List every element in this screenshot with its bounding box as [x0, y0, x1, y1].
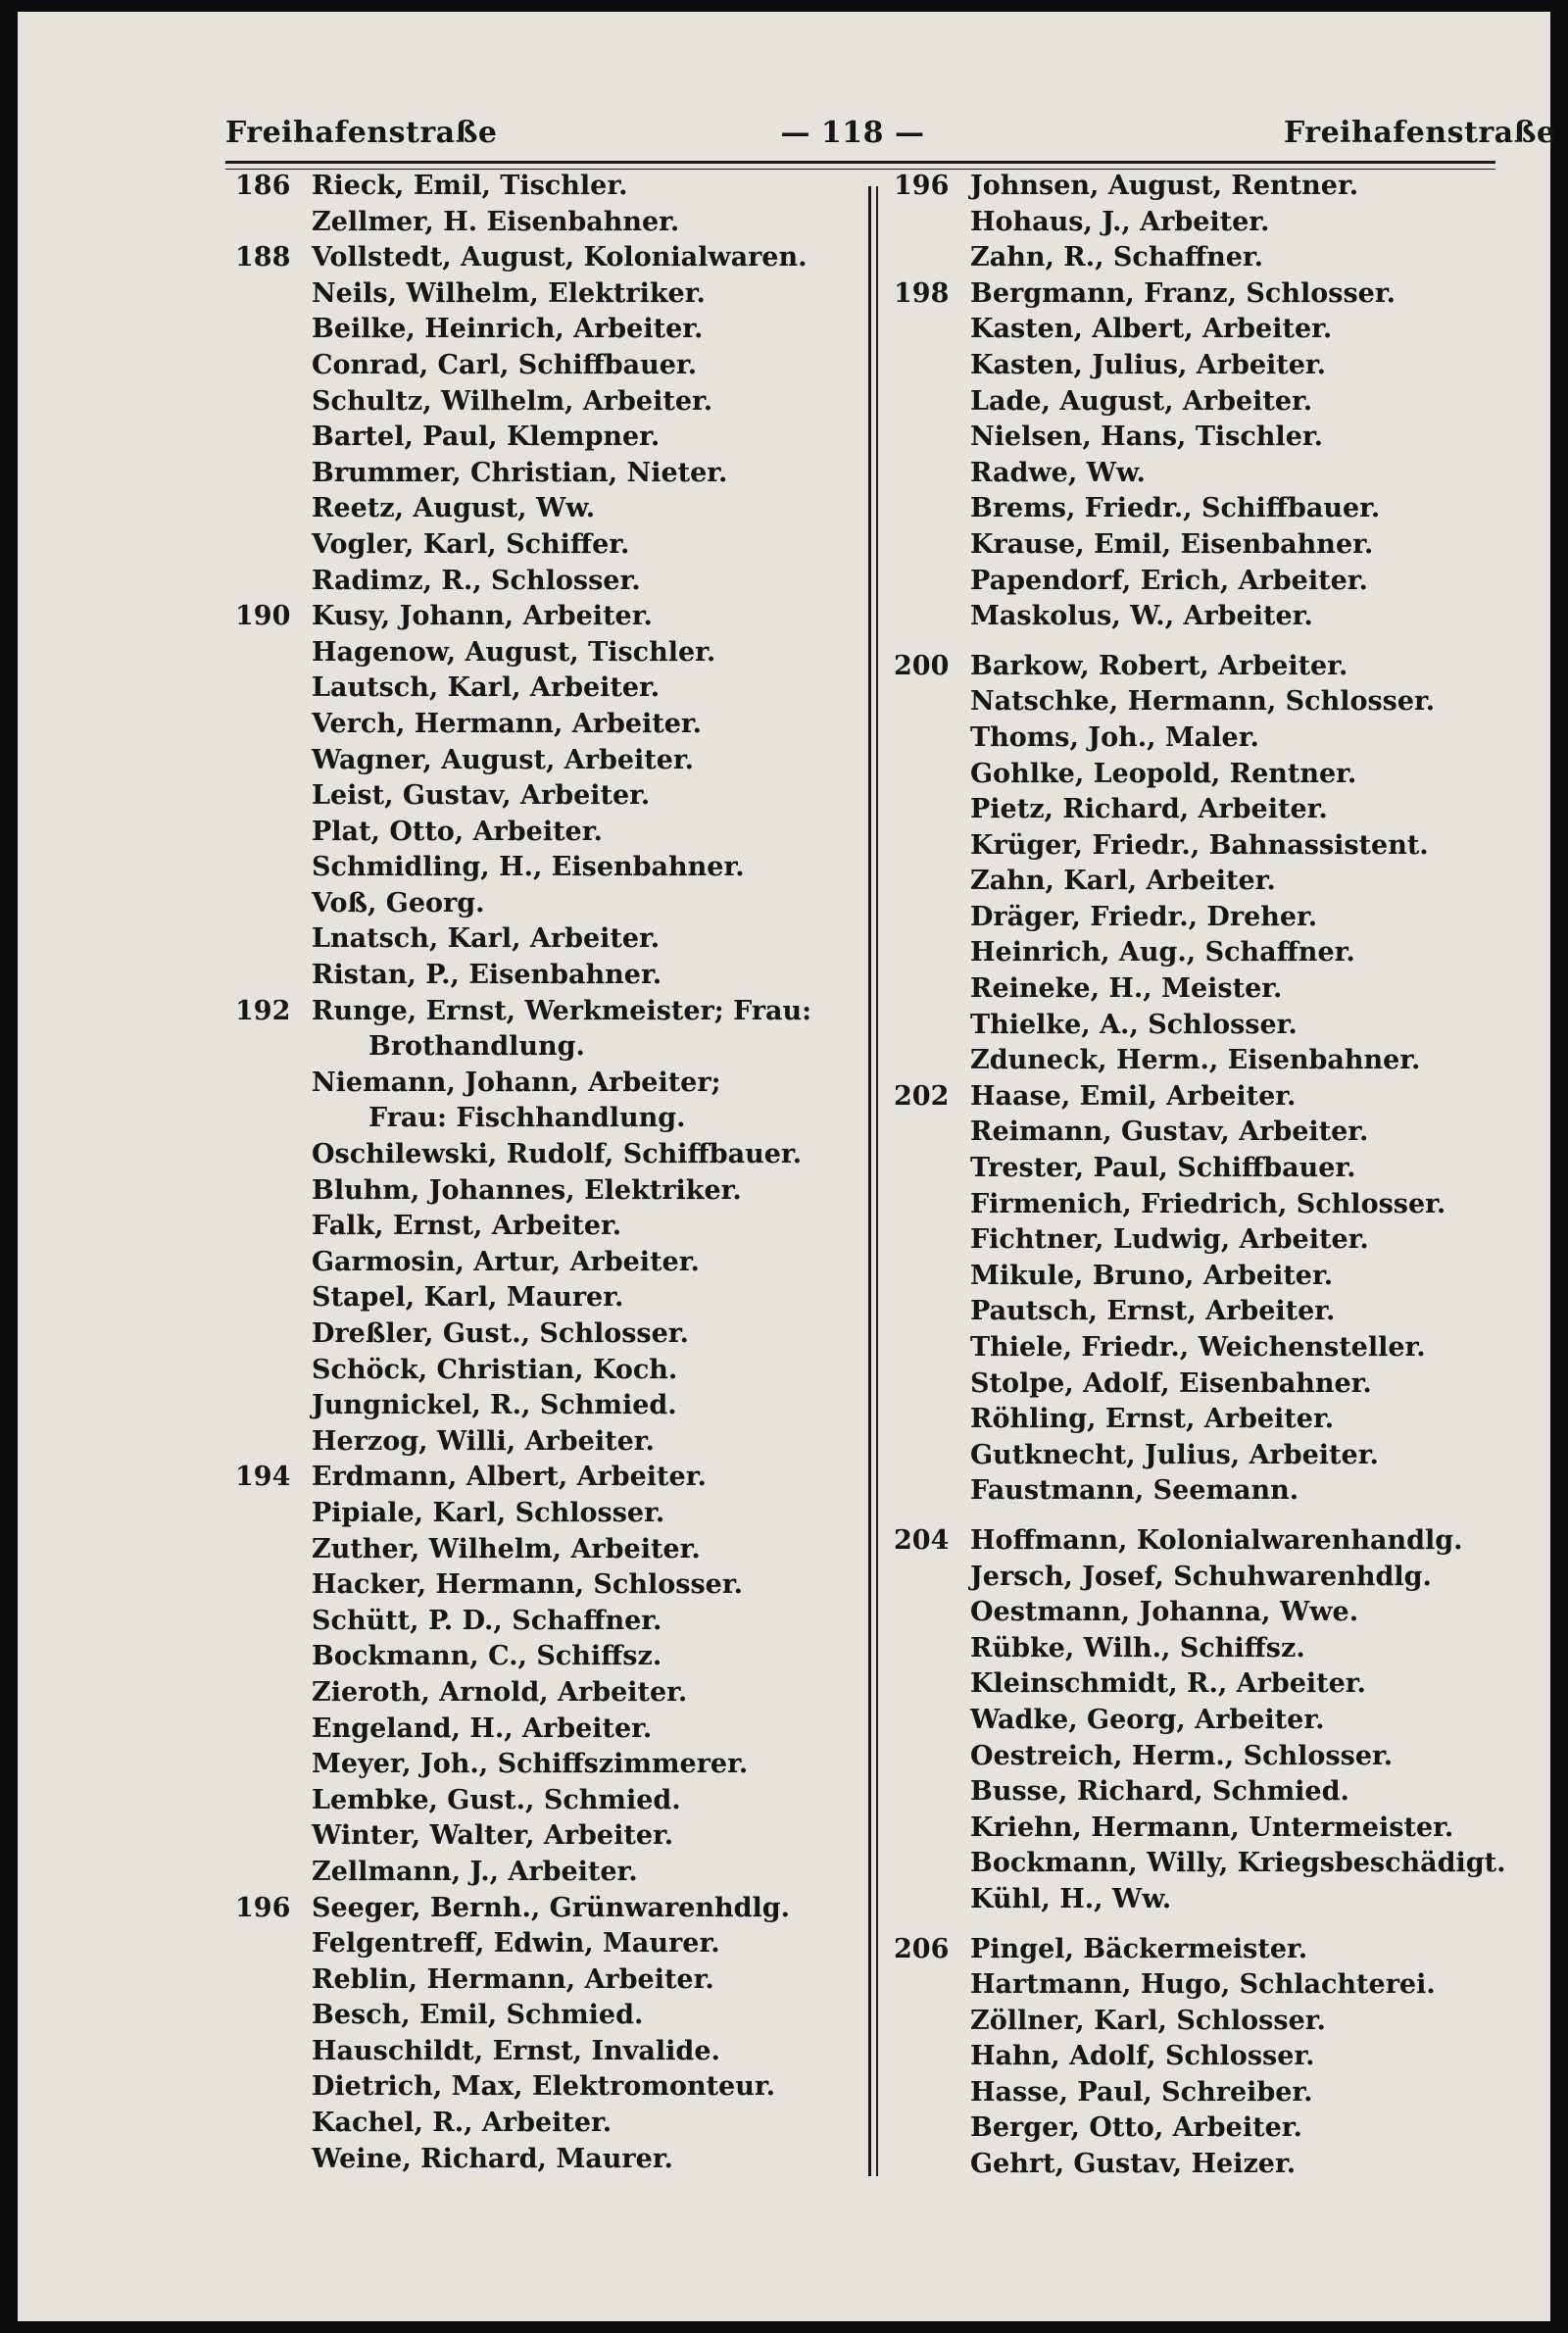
- resident-entry-text: Kasten, Albert, Arbeiter.: [970, 314, 1333, 345]
- house-number: 194: [235, 1462, 291, 1493]
- directory-entry: [894, 2004, 1521, 2040]
- resident-entry-text: Firmenich, Friedrich, Schlosser.: [970, 1188, 1446, 1219]
- directory-entry: [894, 1008, 1521, 1044]
- resident-entry-text: Kleinschmidt, R., Arbeiter.: [970, 1668, 1366, 1700]
- directory-entry: [235, 886, 862, 922]
- directory-entry: [894, 1631, 1521, 1667]
- directory-entry: [235, 1424, 862, 1461]
- directory-entry: [894, 276, 1521, 313]
- house-number: 204: [894, 1524, 950, 1556]
- resident-entry-text: Wagner, August, Arbeiter.: [312, 744, 695, 775]
- directory-entry: [235, 564, 862, 600]
- resident-entry-text: Oschilewski, Rudolf, Schiffbauer.: [312, 1139, 803, 1170]
- left-column: [235, 169, 862, 2177]
- directory-entry: [235, 491, 862, 527]
- directory-entry: [235, 348, 862, 384]
- directory-entry: [894, 456, 1521, 492]
- directory-entry: [894, 1595, 1521, 1631]
- directory-entry: [235, 778, 862, 815]
- resident-entry-text: Johnsen, August, Rentner.: [970, 171, 1359, 201]
- resident-entry-text: Kachel, R., Arbeiter.: [312, 2108, 612, 2139]
- directory-entry: [894, 1811, 1521, 1847]
- resident-entry-text: Lautsch, Karl, Arbeiter.: [312, 672, 661, 704]
- resident-entry-text: Brems, Friedr., Schiffbauer.: [970, 493, 1381, 524]
- column-divider-left-line: [868, 186, 871, 2176]
- directory-entry: [894, 1079, 1521, 1116]
- resident-entry-text: Reimann, Gustav, Arbeiter.: [970, 1117, 1369, 1148]
- resident-entry-text: Trester, Paul, Schiffbauer.: [970, 1153, 1356, 1184]
- resident-entry-text: Nielsen, Hans, Tischler.: [970, 422, 1324, 453]
- directory-entry: [235, 850, 862, 886]
- directory-entry: [894, 205, 1521, 241]
- column-divider-right-line: [876, 186, 878, 2176]
- resident-entry-text: Rübke, Wilh., Schiffsz.: [970, 1632, 1305, 1663]
- directory-entry: [235, 1675, 862, 1712]
- right-column: [894, 169, 1521, 2183]
- resident-entry-text: Frau: Fischhandlung.: [368, 1103, 686, 1134]
- directory-entry: [235, 240, 862, 276]
- resident-entry-text: Felgentreff, Edwin, Maurer.: [312, 1928, 720, 1960]
- directory-entry: [235, 1280, 862, 1316]
- directory-entry: [235, 527, 862, 564]
- resident-entry-text: Stapel, Karl, Maurer.: [312, 1282, 624, 1314]
- directory-entry: [894, 1882, 1521, 1918]
- directory-entry: [235, 1353, 862, 1389]
- resident-entry-text: Winter, Walter, Arbeiter.: [312, 1820, 674, 1852]
- directory-entry: [894, 792, 1521, 828]
- directory-entry: [894, 1774, 1521, 1811]
- directory-entry: [894, 348, 1521, 384]
- directory-entry: [894, 1259, 1521, 1295]
- directory-entry: [894, 1222, 1521, 1259]
- directory-entry: [235, 1173, 862, 1210]
- resident-entry-text: Pipiale, Karl, Schlosser.: [312, 1497, 665, 1528]
- directory-entry: [235, 1639, 862, 1675]
- resident-entry-text: Zahn, Karl, Arbeiter.: [970, 866, 1276, 897]
- directory-entry: [235, 1029, 862, 1066]
- resident-entry-text: Thielke, A., Schlosser.: [970, 1009, 1298, 1040]
- directory-entry: [235, 205, 862, 241]
- directory-entry: [235, 635, 862, 671]
- resident-entry-text: Schöck, Christian, Koch.: [312, 1354, 678, 1385]
- directory-entry: [235, 1209, 862, 1245]
- directory-entry: [894, 720, 1521, 757]
- directory-entry: [894, 1043, 1521, 1079]
- directory-entry: [235, 312, 862, 348]
- resident-entry-text: Falk, Ernst, Arbeiter.: [312, 1211, 622, 1242]
- resident-entry-text: Oestreich, Herm., Schlosser.: [970, 1740, 1394, 1771]
- resident-entry-text: Engeland, H., Arbeiter.: [312, 1713, 653, 1744]
- directory-entry: [235, 1388, 862, 1424]
- resident-entry-text: Pingel, Bäckermeister.: [970, 1933, 1308, 1964]
- directory-entry: [894, 1967, 1521, 2004]
- directory-entry: [894, 684, 1521, 720]
- directory-entry: [235, 420, 862, 456]
- directory-entry: [235, 1855, 862, 1891]
- directory-entry: [894, 2075, 1521, 2111]
- resident-entry-text: Faustmann, Seemann.: [970, 1475, 1299, 1507]
- resident-entry-text: Schütt, P. D., Schaffner.: [312, 1605, 662, 1636]
- resident-entry-text: Brothandlung.: [368, 1031, 585, 1063]
- resident-entry-text: Oestmann, Johanna, Wwe.: [970, 1597, 1359, 1628]
- directory-entry: [894, 312, 1521, 348]
- directory-entry: [894, 649, 1521, 685]
- resident-entry-text: Lade, August, Arbeiter.: [970, 385, 1313, 417]
- resident-entry-text: Schmidling, H., Eisenbahner.: [312, 852, 745, 883]
- resident-entry-text: Zellmer, H. Eisenbahner.: [312, 206, 680, 237]
- resident-entry-text: Busse, Richard, Schmied.: [970, 1776, 1349, 1808]
- resident-entry-text: Lembke, Gust., Schmied.: [312, 1784, 681, 1815]
- resident-entry-text: Dreßler, Gust., Schlosser.: [312, 1318, 689, 1349]
- directory-entry: [894, 491, 1521, 527]
- resident-entry-text: Zellmann, J., Arbeiter.: [312, 1856, 638, 1887]
- directory-entry: [894, 1739, 1521, 1775]
- directory-entry: [235, 599, 862, 635]
- resident-entry-text: Bartel, Paul, Klempner.: [312, 422, 661, 453]
- resident-entry-text: Ristan, P., Eisenbahner.: [312, 960, 662, 991]
- resident-entry-text: Gehrt, Gustav, Heizer.: [970, 2149, 1297, 2180]
- directory-entry: [235, 384, 862, 421]
- directory-entry: [235, 1532, 862, 1568]
- resident-entry-text: Bockmann, C., Schiffsz.: [312, 1641, 662, 1672]
- resident-entry-text: Hohaus, J., Arbeiter.: [970, 206, 1270, 237]
- house-number: 198: [894, 277, 950, 309]
- directory-entry: [235, 1245, 862, 1281]
- directory-entry: [894, 828, 1521, 865]
- resident-entry-text: Bockmann, Willy, Kriegsbeschädigt.: [970, 1848, 1506, 1879]
- resident-entry-text: Barkow, Robert, Arbeiter.: [970, 650, 1348, 681]
- directory-entry: [235, 1998, 862, 2034]
- resident-entry-text: Vogler, Karl, Schiffer.: [312, 528, 630, 560]
- page-number: — 118 —: [780, 116, 925, 150]
- directory-entry: [894, 2147, 1521, 2183]
- directory-entry: [894, 1115, 1521, 1151]
- document-page: [18, 12, 1556, 2321]
- resident-entry-text: Conrad, Carl, Schiffbauer.: [312, 349, 698, 380]
- resident-entry-text: Röhling, Ernst, Arbeiter.: [970, 1404, 1335, 1435]
- resident-entry-text: Thiele, Friedr., Weichensteller.: [970, 1332, 1426, 1363]
- resident-entry-text: Hasse, Paul, Schreiber.: [970, 2076, 1313, 2108]
- resident-entry-text: Runge, Ernst, Werkmeister; Frau:: [312, 995, 812, 1026]
- resident-entry-text: Hagenow, August, Tischler.: [312, 636, 716, 668]
- directory-entry: [894, 564, 1521, 600]
- house-number: 190: [235, 601, 291, 632]
- resident-entry-text: Dietrich, Max, Elektromonteur.: [312, 2071, 776, 2103]
- directory-entry: [235, 1066, 862, 1102]
- resident-entry-text: Weine, Richard, Maurer.: [312, 2143, 673, 2174]
- resident-entry-text: Besch, Emil, Schmied.: [312, 2000, 644, 2031]
- resident-entry-text: Radimz, R., Schlosser.: [312, 565, 641, 596]
- directory-entry: [894, 2110, 1521, 2147]
- resident-entry-text: Maskolus, W., Arbeiter.: [970, 601, 1313, 632]
- directory-entry: [894, 1703, 1521, 1739]
- resident-entry-text: Gutknecht, Julius, Arbeiter.: [970, 1439, 1379, 1470]
- resident-entry-text: Seeger, Bernh., Grünwarenhdlg.: [312, 1892, 791, 1923]
- resident-entry-text: Niemann, Johann, Arbeiter;: [312, 1067, 721, 1098]
- directory-entry: [894, 527, 1521, 564]
- resident-entry-text: Garmosin, Artur, Arbeiter.: [312, 1246, 700, 1277]
- directory-entry: [235, 1496, 862, 1532]
- directory-entry: [235, 1460, 862, 1496]
- resident-entry-text: Papendorf, Erich, Arbeiter.: [970, 565, 1368, 596]
- house-number: 196: [235, 1892, 291, 1923]
- directory-entry: [235, 169, 862, 205]
- resident-entry-text: Plat, Otto, Arbeiter.: [312, 816, 603, 847]
- directory-entry: [235, 1962, 862, 1999]
- resident-entry-text: Hoffmann, Kolonialwarenhandlg.: [970, 1524, 1463, 1556]
- directory-entry: [894, 1330, 1521, 1366]
- directory-entry: [894, 1294, 1521, 1330]
- directory-entry: [235, 2106, 862, 2142]
- directory-entry: [235, 1567, 862, 1604]
- resident-entry-text: Reetz, August, Ww.: [312, 493, 596, 524]
- resident-entry-text: Rieck, Emil, Tischler.: [312, 171, 628, 201]
- directory-entry: [235, 1604, 862, 1640]
- directory-entry: [894, 599, 1521, 635]
- resident-entry-text: Kühl, H., Ww.: [970, 1883, 1172, 1914]
- resident-entry-text: Pietz, Richard, Arbeiter.: [970, 794, 1328, 825]
- directory-entry: [894, 1438, 1521, 1474]
- directory-entry: [235, 921, 862, 958]
- directory-entry: [235, 1747, 862, 1783]
- directory-entry: [235, 958, 862, 994]
- directory-entry: [235, 456, 862, 492]
- resident-entry-text: Lnatsch, Karl, Arbeiter.: [312, 923, 661, 955]
- resident-entry-text: Pautsch, Ernst, Arbeiter.: [970, 1296, 1336, 1327]
- directory-entry: [894, 900, 1521, 936]
- resident-entry-text: Bluhm, Johannes, Elektriker.: [312, 1174, 742, 1206]
- resident-entry-text: Brummer, Christian, Nieter.: [312, 457, 728, 488]
- resident-entry-text: Meyer, Joh., Schiffszimmerer.: [312, 1749, 749, 1780]
- resident-entry-text: Voß, Georg.: [312, 887, 485, 918]
- house-number: 206: [894, 1933, 950, 1964]
- resident-entry-text: Thoms, Joh., Maler.: [970, 721, 1259, 753]
- resident-entry-text: Krause, Emil, Eisenbahner.: [970, 528, 1374, 560]
- house-number: 188: [235, 242, 291, 273]
- resident-entry-text: Stolpe, Adolf, Eisenbahner.: [970, 1367, 1372, 1399]
- resident-entry-text: Haase, Emil, Arbeiter.: [970, 1080, 1297, 1112]
- directory-entry: [894, 1932, 1521, 1968]
- directory-entry: [894, 1560, 1521, 1596]
- directory-entry: [894, 1666, 1521, 1703]
- resident-entry-text: Schultz, Wilhelm, Arbeiter.: [312, 385, 713, 417]
- resident-entry-text: Zuther, Wilhelm, Arbeiter.: [312, 1533, 701, 1564]
- directory-entry: [235, 1818, 862, 1855]
- resident-entry-text: Dräger, Friedr., Dreher.: [970, 901, 1318, 932]
- directory-entry: [235, 994, 862, 1030]
- running-head-left: Freihafenstraße: [225, 116, 498, 150]
- resident-entry-text: Jungnickel, R., Schmied.: [312, 1390, 677, 1421]
- resident-entry-text: Zöllner, Karl, Schlosser.: [970, 2005, 1326, 2036]
- house-number: 186: [235, 171, 291, 201]
- directory-entry: [894, 1473, 1521, 1510]
- directory-entry: [894, 1846, 1521, 1882]
- house-number: 200: [894, 650, 950, 681]
- directory-entry: [894, 1187, 1521, 1223]
- header-rule-thick: [225, 161, 1495, 164]
- directory-entry: [235, 670, 862, 707]
- directory-entry: [235, 1783, 862, 1819]
- resident-entry-text: Wadke, Georg, Arbeiter.: [970, 1704, 1325, 1735]
- directory-entry: [894, 757, 1521, 793]
- resident-entry-text: Jersch, Josef, Schuhwarenhdlg.: [970, 1561, 1432, 1592]
- resident-entry-text: Verch, Hermann, Arbeiter.: [312, 708, 703, 739]
- resident-entry-text: Mikule, Bruno, Arbeiter.: [970, 1260, 1334, 1291]
- resident-entry-text: Kasten, Julius, Arbeiter.: [970, 349, 1327, 380]
- directory-entry: [235, 1926, 862, 1962]
- directory-entry: [894, 420, 1521, 456]
- resident-entry-text: Herzog, Willi, Arbeiter.: [312, 1425, 655, 1457]
- resident-entry-text: Hacker, Hermann, Schlosser.: [312, 1569, 743, 1601]
- resident-entry-text: Fichtner, Ludwig, Arbeiter.: [970, 1224, 1369, 1256]
- resident-entry-text: Hartmann, Hugo, Schlachterei.: [970, 1969, 1436, 2001]
- resident-entry-text: Krüger, Friedr., Bahnassistent.: [970, 829, 1429, 861]
- resident-entry-text: Beilke, Heinrich, Arbeiter.: [312, 314, 704, 345]
- directory-entry: [894, 1402, 1521, 1438]
- directory-entry: [235, 1891, 862, 1927]
- resident-entry-text: Radwe, Ww.: [970, 457, 1146, 488]
- resident-entry-text: Kriehn, Hermann, Untermeister.: [970, 1812, 1454, 1843]
- directory-entry: [235, 1101, 862, 1137]
- resident-entry-text: Berger, Otto, Arbeiter.: [970, 2112, 1302, 2144]
- house-number: 192: [235, 995, 291, 1026]
- resident-entry-text: Zduneck, Herm., Eisenbahner.: [970, 1045, 1421, 1076]
- directory-entry: [235, 1316, 862, 1353]
- resident-entry-text: Neils, Wilhelm, Elektriker.: [312, 277, 706, 309]
- resident-entry-text: Hauschildt, Ernst, Invalide.: [312, 2035, 720, 2066]
- directory-entry: [894, 240, 1521, 276]
- resident-entry-text: Reineke, H., Meister.: [970, 973, 1283, 1005]
- directory-entry: [894, 1523, 1521, 1560]
- directory-entry: [235, 743, 862, 779]
- directory-entry: [235, 2034, 862, 2070]
- resident-entry-text: Gohlke, Leopold, Rentner.: [970, 758, 1357, 789]
- directory-entry: [235, 1712, 862, 1748]
- resident-entry-text: Zahn, R., Schaffner.: [970, 242, 1264, 273]
- directory-entry: [894, 971, 1521, 1008]
- resident-entry-text: Reblin, Hermann, Arbeiter.: [312, 1963, 714, 1995]
- directory-entry: [235, 276, 862, 313]
- directory-entry: [894, 1151, 1521, 1187]
- directory-entry: [235, 2069, 862, 2106]
- directory-entry: [894, 935, 1521, 971]
- resident-entry-text: Vollstedt, August, Kolonialwaren.: [312, 242, 808, 273]
- house-number: 202: [894, 1080, 950, 1112]
- house-number: 196: [894, 171, 950, 201]
- resident-entry-text: Natschke, Hermann, Schlosser.: [970, 686, 1436, 718]
- directory-entry: [894, 864, 1521, 900]
- directory-entry: [235, 815, 862, 851]
- directory-entry: [894, 169, 1521, 205]
- directory-entry: [894, 384, 1521, 421]
- resident-entry-text: Bergmann, Franz, Schlosser.: [970, 277, 1396, 309]
- resident-entry-text: Zieroth, Arnold, Arbeiter.: [312, 1676, 688, 1708]
- resident-entry-text: Hahn, Adolf, Schlosser.: [970, 2041, 1315, 2072]
- resident-entry-text: Heinrich, Aug., Schaffner.: [970, 937, 1355, 968]
- resident-entry-text: Kusy, Johann, Arbeiter.: [312, 601, 653, 632]
- directory-entry: [894, 1366, 1521, 1403]
- resident-entry-text: Erdmann, Albert, Arbeiter.: [312, 1462, 707, 1493]
- directory-entry: [235, 1137, 862, 1173]
- resident-entry-text: Leist, Gustav, Arbeiter.: [312, 780, 651, 812]
- running-head-right: Freihafenstraße: [1284, 116, 1556, 150]
- directory-entry: [235, 2142, 862, 2178]
- page-header: [18, 12, 1556, 169]
- directory-entry: [235, 707, 862, 743]
- directory-entry: [894, 2039, 1521, 2075]
